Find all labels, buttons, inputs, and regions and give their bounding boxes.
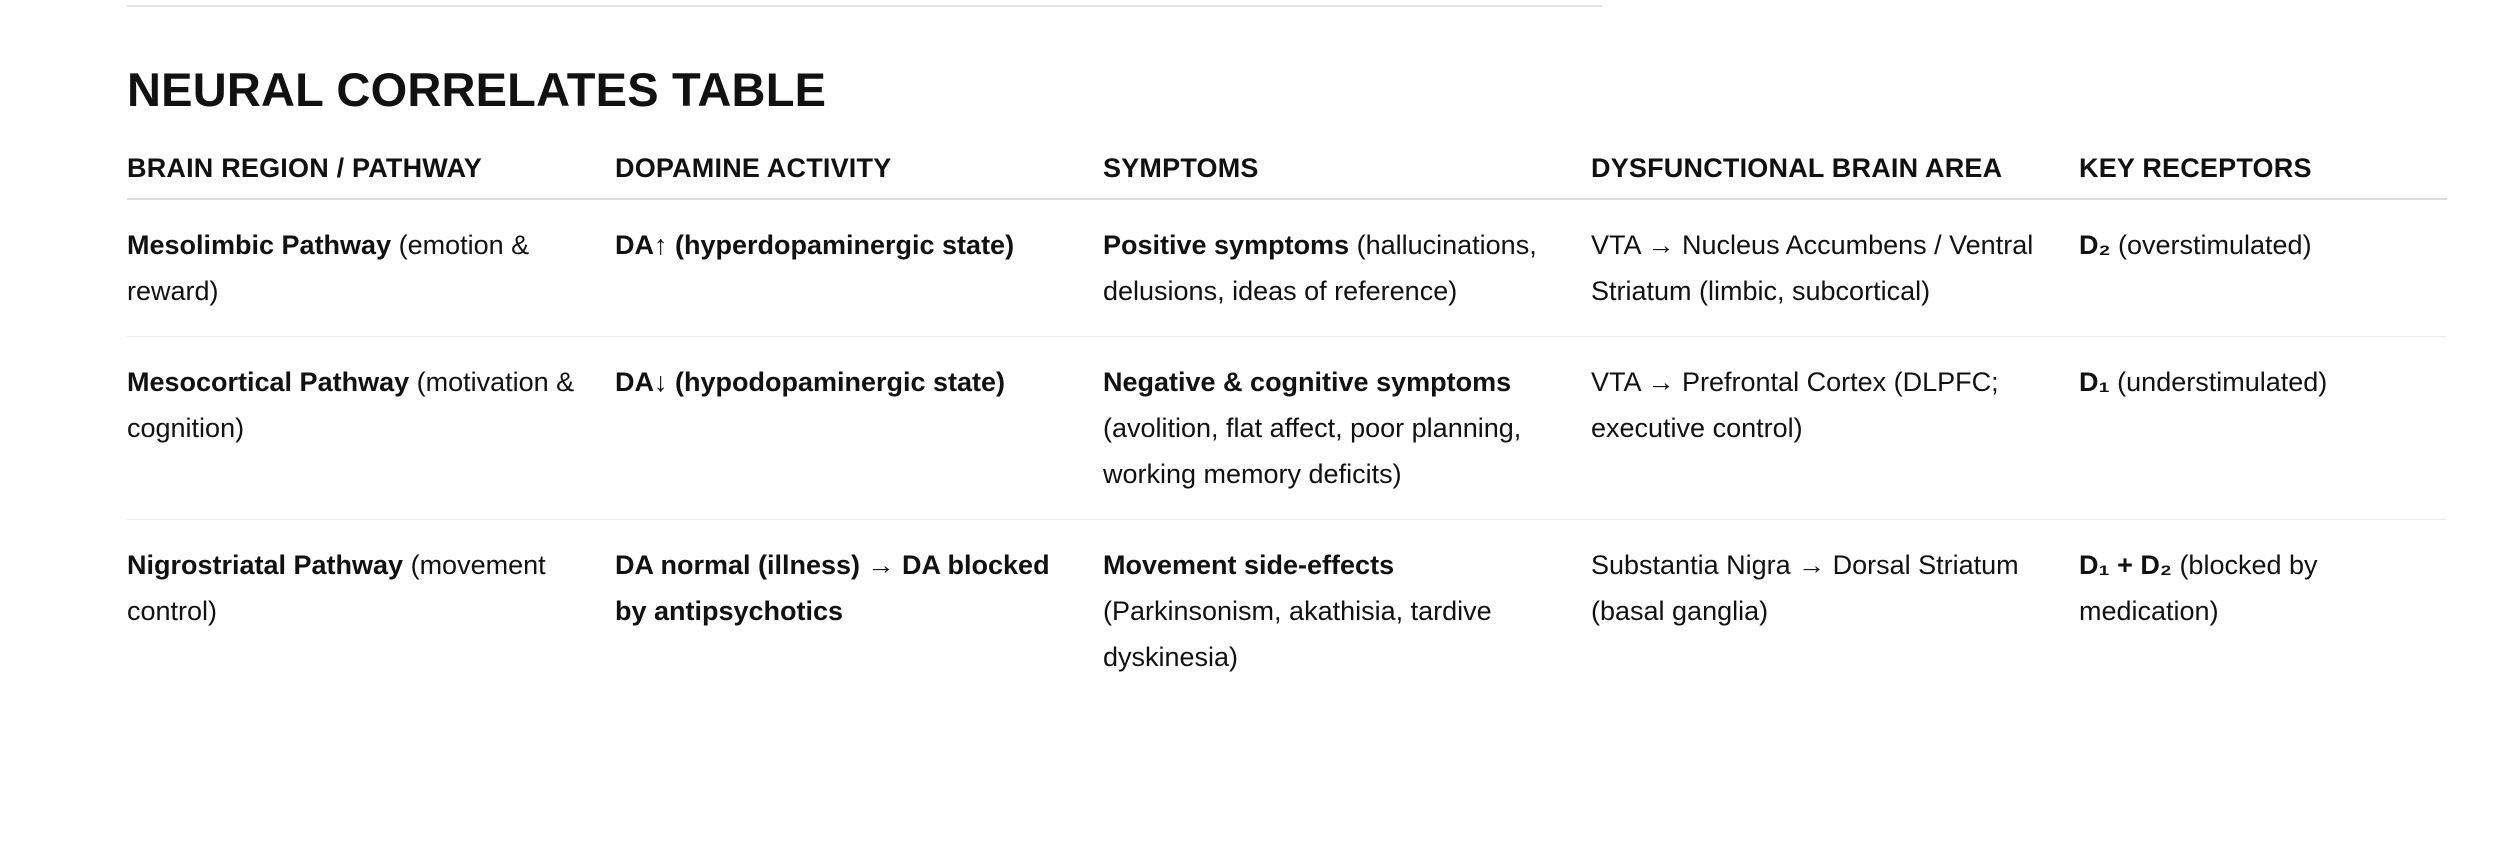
table-row [127,337,2447,520]
receptor-type: D₂ [2079,230,2111,260]
table-row [127,200,2447,337]
cell-dopamine-activity [615,359,1103,405]
symptoms-details: (hallucinations, delusions, ideas of reference) [1103,230,1537,306]
cell-symptoms [1103,542,1591,680]
symptoms-details: (Parkinsonism, akathisia, tardive dyskinesia) [1103,596,1492,672]
receptor-state: (understimulated) [2109,367,2328,397]
cell-dysfunctional-area: Substantia Nigra → Dorsal Striatum (basal ganglia) [1591,550,2019,626]
dopamine-state: DA↓ (hypodopaminergic state) [615,367,1006,397]
region-description: (movement control) [127,550,546,626]
receptor-type: D₁ [2079,367,2110,397]
header-brain-region: BRAIN REGION / PATHWAY [127,153,482,183]
cell-dopamine-activity [615,222,1103,268]
receptor-state: (overstimulated) [2110,230,2312,260]
receptor-state: (blocked by medication) [2079,550,2318,626]
header-key-receptors: KEY RECEPTORS [2079,153,2312,183]
cell-dysfunctional-area: VTA → Nucleus Accumbens / Ventral Striatum (limbic, subcortical) [1591,230,2034,306]
table-row [127,520,2447,702]
symptoms-details: (avolition, flat affect, poor planning, working memory deficits) [1103,413,1522,489]
header-symptoms: SYMPTOMS [1103,153,1259,183]
cell-brain-region [127,359,615,451]
region-name: Nigrostriatal Pathway [127,550,404,580]
cell-key-receptors [2079,542,2447,634]
header-dopamine-activity: DOPAMINE ACTIVITY [615,153,892,183]
cell-brain-region [127,542,615,634]
header-dysfunctional-area: DYSFUNCTIONAL BRAIN AREA [1591,153,2003,183]
region-description: (motivation & cognition) [127,367,575,443]
section-title: NEURAL CORRELATES TABLE [127,63,827,116]
cell-dopamine-activity [615,542,1103,634]
symptoms-category: Negative & cognitive symptoms [1103,367,1512,397]
dopamine-state: DA↑ (hyperdopaminergic state) [615,230,1015,260]
region-name: Mesolimbic Pathway [127,230,392,260]
symptoms-category: Positive symptoms [1103,230,1350,260]
neural-correlates-table [127,148,2447,702]
cell-key-receptors [2079,222,2447,268]
cell-symptoms [1103,359,1591,497]
dopamine-state: DA normal (illness) → DA blocked by antipsychotics [615,550,1050,626]
receptor-type: D₁ + D₂ [2079,550,2172,580]
table-header-row [127,148,2447,200]
region-name: Mesocortical Pathway [127,367,410,397]
region-description: (emotion & reward) [127,230,530,306]
top-divider [127,5,1602,7]
cell-key-receptors [2079,359,2447,405]
symptoms-category: Movement side-effects [1103,550,1395,580]
cell-dysfunctional-area: VTA → Prefrontal Cortex (DLPFC; executive control) [1591,367,1999,443]
cell-brain-region [127,222,615,314]
cell-symptoms [1103,222,1591,314]
